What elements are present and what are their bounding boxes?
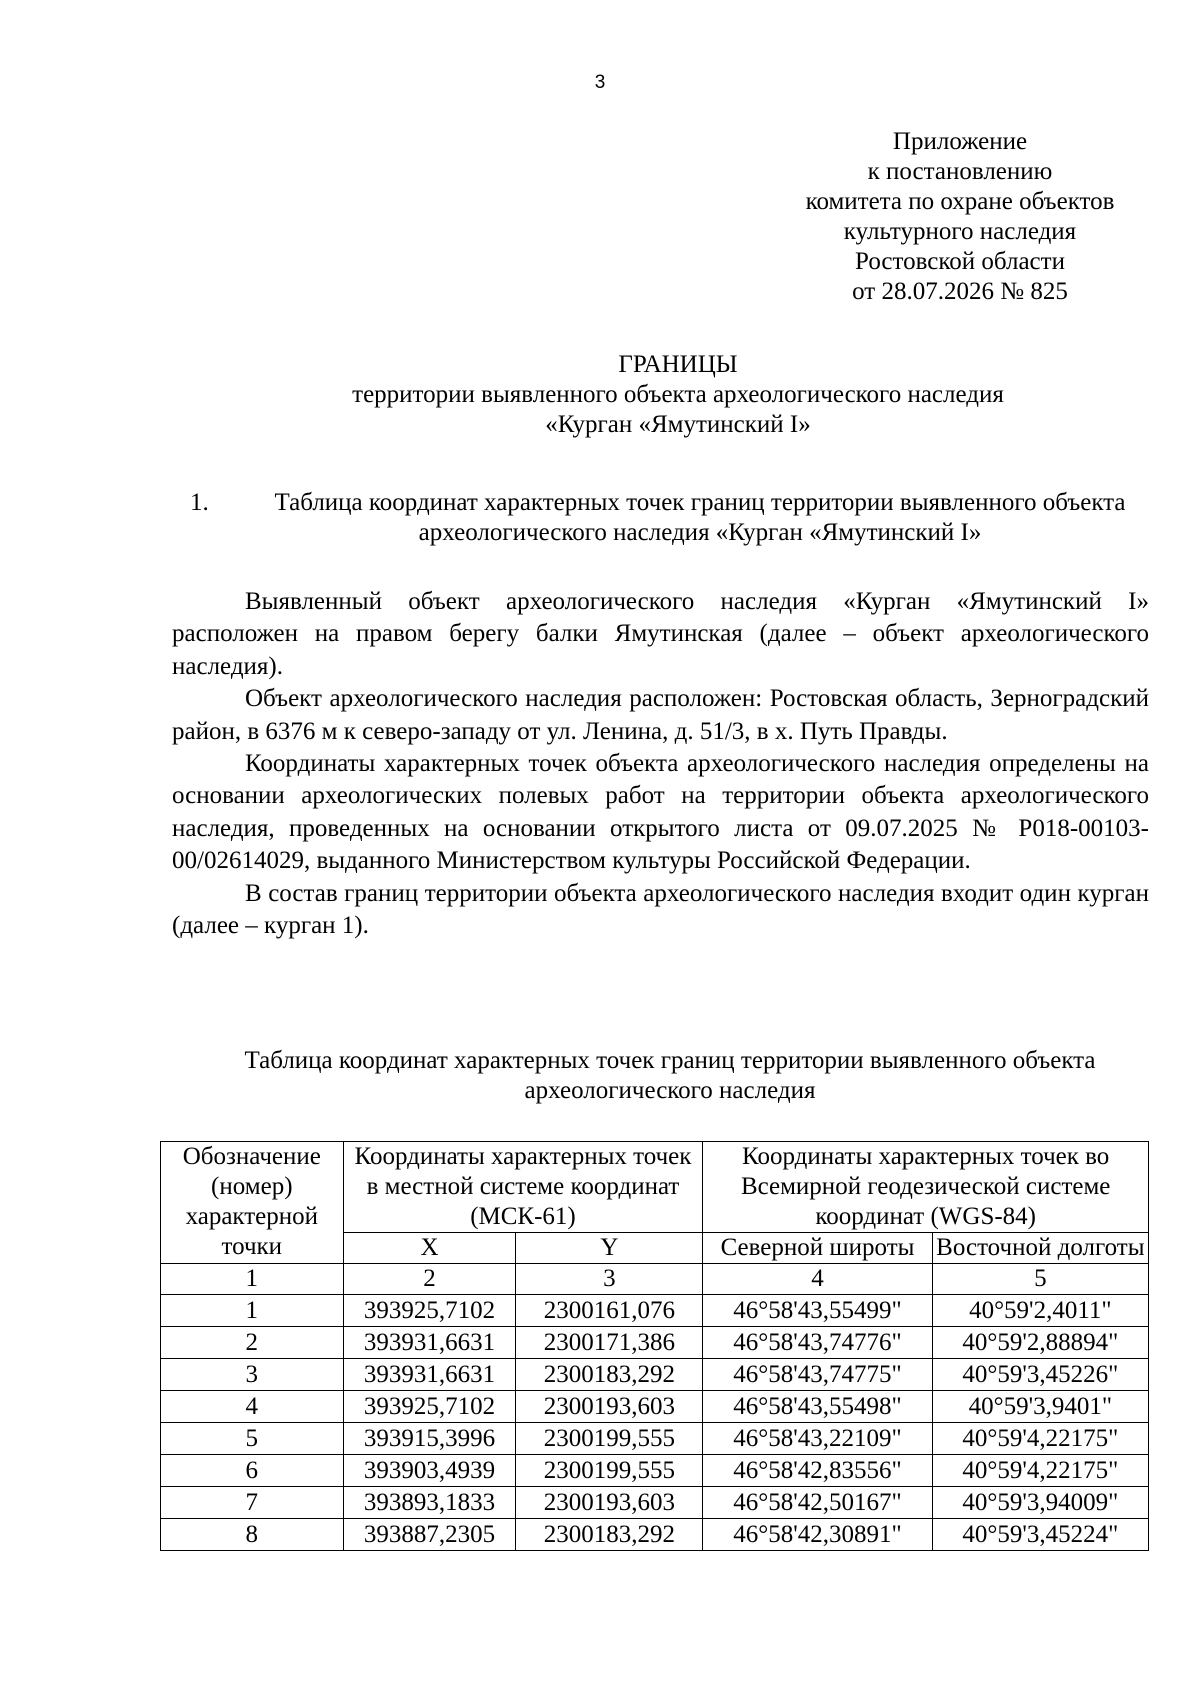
appendix-line: культурного наследия (843, 218, 1077, 245)
cell-x: 393887,2305 (343, 1519, 516, 1551)
cell-y: 2300199,555 (516, 1455, 703, 1487)
cell-x: 393915,3996 (343, 1423, 516, 1455)
title-subtitle: территории выявленного объекта археологического наследия (352, 381, 1004, 408)
column-number: 4 (703, 1264, 932, 1295)
header-latitude: Северной широты (703, 1233, 932, 1264)
paragraph-address: Объект археологического наследия расположен: Ростовская область, Зерноградский район, в 6376 м к северо-западу от ул. Ленина, д. 51/3, в х. Путь Правды. (172, 685, 1149, 745)
paragraph-coordinates-basis: Координаты характерных точек объекта археологического наследия определены на основании археологических полевых работ на территории объекта археологического наследия, проведенных на основании открытого листа от 09.07.2025 № Р018-00103-00/02614029, выданного Министерством культуры Российской Федерации. (172, 750, 1149, 875)
cell-latitude: 46°58'43,55498" (703, 1391, 932, 1423)
cell-point: 2 (161, 1327, 344, 1359)
table-row (161, 1295, 1149, 1327)
cell-longitude: 40°59'4,22175" (932, 1423, 1148, 1455)
column-number-row (161, 1264, 1149, 1295)
appendix-line: к постановлению (867, 158, 1053, 185)
cell-x: 393931,6631 (343, 1327, 516, 1359)
appendix-line: Ростовской области (855, 248, 1065, 275)
cell-latitude: 46°58'43,74775" (703, 1359, 932, 1391)
column-number: 2 (343, 1264, 516, 1295)
cell-latitude: 46°58'42,83556" (703, 1455, 932, 1487)
header-y: Y (516, 1233, 703, 1264)
cell-latitude: 46°58'43,55499" (703, 1295, 932, 1327)
cell-point: 3 (161, 1359, 344, 1391)
cell-point: 5 (161, 1423, 344, 1455)
header-msk: Координаты характерных точек в местной системе координат (МСК-61) (343, 1142, 703, 1233)
table-row (161, 1519, 1149, 1551)
cell-longitude: 40°59'3,9401" (932, 1391, 1148, 1423)
paragraph-object-location: Выявленный объект археологического наследия «Курган «Ямутинский I» расположен на правом берегу балки Ямутинская (далее – объект археологического наследия). (172, 588, 1149, 680)
cell-x: 393925,7102 (343, 1391, 516, 1423)
cell-longitude: 40°59'2,88894" (932, 1327, 1148, 1359)
cell-point: 4 (161, 1391, 344, 1423)
table-caption: Таблица координат характерных точек границ территории выявленного объекта археологического наследия (244, 1047, 1096, 1104)
cell-y: 2300161,076 (516, 1295, 703, 1327)
cell-latitude: 46°58'42,50167" (703, 1487, 932, 1519)
column-number: 1 (161, 1264, 344, 1295)
coordinates-table (160, 1141, 1149, 1551)
table-row (161, 1391, 1149, 1423)
body-text (172, 586, 1149, 942)
table-row (161, 1359, 1149, 1391)
cell-latitude: 46°58'42,30891" (703, 1519, 932, 1551)
column-number: 3 (516, 1264, 703, 1295)
header-x: X (343, 1233, 516, 1264)
cell-point: 8 (161, 1519, 344, 1551)
document-title (178, 350, 1178, 440)
cell-y: 2300199,555 (516, 1423, 703, 1455)
cell-longitude: 40°59'4,22175" (932, 1455, 1148, 1487)
appendix-block (760, 127, 1160, 307)
cell-longitude: 40°59'3,45226" (932, 1359, 1148, 1391)
cell-point: 1 (161, 1295, 344, 1327)
cell-point: 6 (161, 1455, 344, 1487)
cell-x: 393931,6631 (343, 1359, 516, 1391)
header-wgs: Координаты характерных точек во Всемирной геодезической системе координат (WGS-84) (703, 1142, 1149, 1233)
cell-y: 2300183,292 (516, 1519, 703, 1551)
table-row (161, 1455, 1149, 1487)
title-object-name: «Курган «Ямутинский I» (545, 411, 811, 438)
section-title: Таблица координат характерных точек границ территории выявленного объекта археологического наследия «Курган «Ямутинский I» (274, 489, 1126, 546)
appendix-line: Приложение (892, 128, 1028, 155)
cell-x: 393925,7102 (343, 1295, 516, 1327)
cell-longitude: 40°59'3,45224" (932, 1519, 1148, 1551)
cell-longitude: 40°59'3,94009" (932, 1487, 1148, 1519)
appendix-line: комитета по охране объектов (805, 188, 1115, 215)
cell-latitude: 46°58'43,74776" (703, 1327, 932, 1359)
cell-y: 2300171,386 (516, 1327, 703, 1359)
column-number: 5 (932, 1264, 1148, 1295)
title-main: ГРАНИЦЫ (618, 351, 738, 378)
table-row (161, 1423, 1149, 1455)
cell-x: 393893,1833 (343, 1487, 516, 1519)
header-longitude: Восточной долготы (932, 1233, 1148, 1264)
cell-point: 7 (161, 1487, 344, 1519)
header-point-number: Обозначение (номер) характерной точки (161, 1142, 344, 1264)
page-number: 3 (594, 72, 606, 93)
cell-x: 393903,4939 (343, 1455, 516, 1487)
paragraph-composition: В состав границ территории объекта археологического наследия входит один курган (далее – курган 1). (172, 879, 1149, 940)
cell-longitude: 40°59'2,4011" (932, 1295, 1148, 1327)
table-row (161, 1487, 1149, 1519)
appendix-date-number: от 28.07.2026 № 825 (852, 278, 1068, 305)
cell-y: 2300193,603 (516, 1391, 703, 1423)
table-row (161, 1327, 1149, 1359)
cell-y: 2300183,292 (516, 1359, 703, 1391)
cell-y: 2300193,603 (516, 1487, 703, 1519)
cell-latitude: 46°58'43,22109" (703, 1423, 932, 1455)
section-number: 1. (190, 489, 209, 516)
